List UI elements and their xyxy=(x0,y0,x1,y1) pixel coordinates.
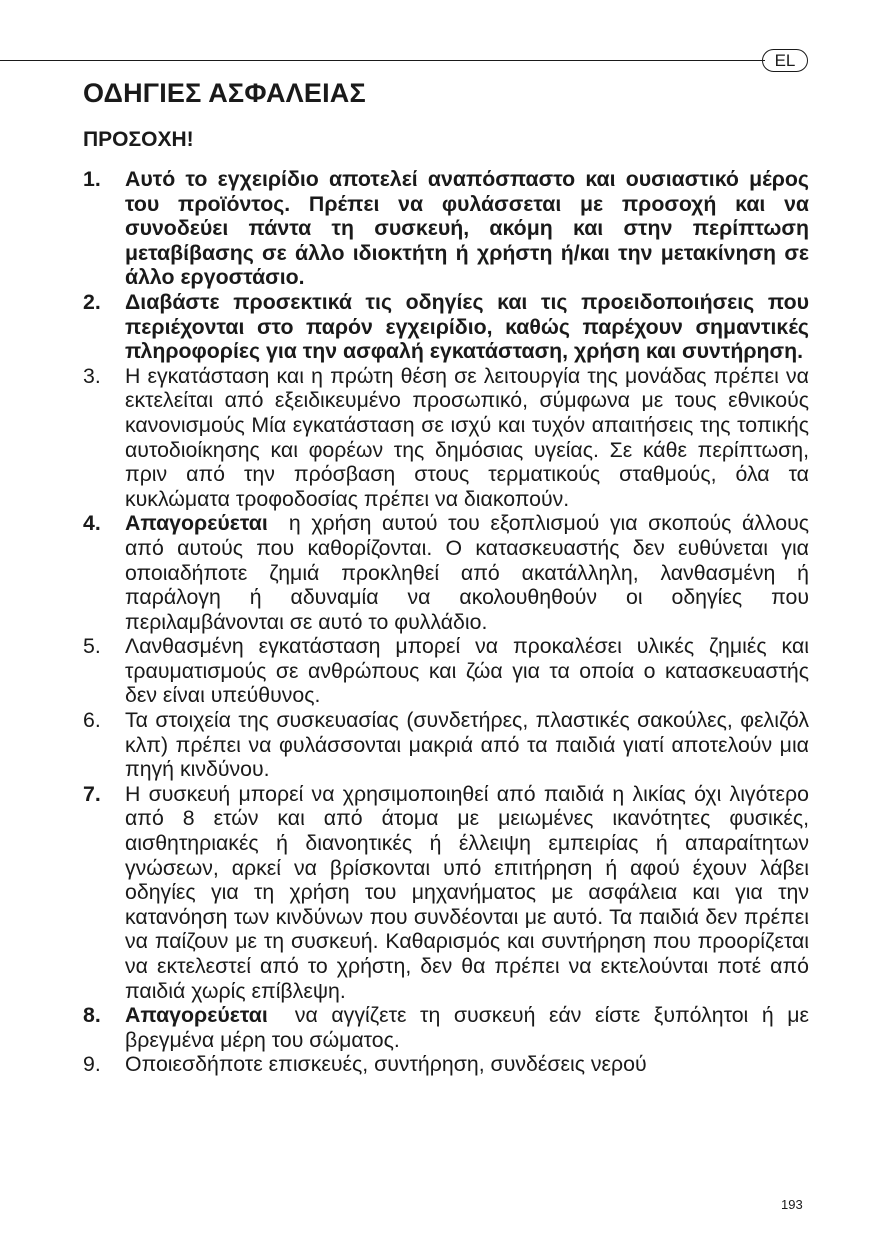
item-text: Η συσκευή μπορεί να χρησιμοποιηθεί από παιδιά η λικίας όχι λιγότερο από 8 ετών και από άτομα με μειωμένες ικανότητες φυσικές, αισθητηριακές ή διανοητικές ή έλλειψη εμπειρίας ή απαραίτητων γνώσεων, αρκεί να βρίσκονται υπό επιτήρηση ή αφού έχουν λάβει οδηγίες για τη χρήση του μηχανήματος με ασφάλεια και για την κατανόηση των κινδύνων που συνδέονται με αυτό. Τα παιδιά δεν πρέπει να παίζουν με τη συσκευή. Καθαρισμός και συντήρηση που προορίζεται να εκτελεστεί από το χρήστη, δεν θα πρέπει να εκτελούνται ποτέ από παιδιά χωρίς επίβλεψη. xyxy=(125,781,809,1003)
item-lead: Απαγορεύεται xyxy=(125,1003,268,1028)
item-text: Λανθασμένη εγκατάσταση μπορεί να προκαλέσει υλικές ζημιές και τραυματισμούς σε ανθρώπους και ζώα για τα οποία ο κατασκευαστής δεν είναι υπεύθυνος. xyxy=(125,634,809,708)
item-number: 7. xyxy=(83,781,101,806)
item-text: Διαβάστε προσεκτικά τις οδηγίες και τις προειδοποιήσεις που περιέχονται στο παρόν εγχειρίδιο, καθώς παρέχουν σημαντικές πληροφορίες για την ασφαλή εγκατάσταση, χρήση και συντήρηση. xyxy=(125,289,809,364)
list-item xyxy=(83,290,809,364)
item-number: 9. xyxy=(83,1052,101,1077)
item-text: Τα στοιχεία της συσκευασίας (συνδετήρες, πλαστικές σακούλες, φελιζόλ κλπ) πρέπει να φυλάσσονται μακριά από τα παιδιά γιατί αποτελούν μια πηγή κινδύνου. xyxy=(125,708,809,782)
item-text: Οποιεσδήποτε επισκευές, συντήρηση, συνδέσεις νερού xyxy=(125,1052,647,1077)
language-badge: EL xyxy=(762,49,808,72)
item-number: 3. xyxy=(83,363,101,388)
list-item xyxy=(83,167,809,290)
item-text: η χρήση αυτού του εξοπλισμού για σκοπούς άλλους από αυτούς που καθορίζονται. Ο κατασκευαστής δεν ευθύνεται για οποιαδήποτε ζημιά προκληθεί από ακατάλληλη, λανθασμένη ή παράλογη ή αδυναμία να ακολουθηθούν οι οδηγίες που περιλαμβάνονται σε αυτό το φυλλάδιο. xyxy=(125,511,815,634)
header-rule xyxy=(0,60,765,61)
item-number: 1. xyxy=(83,167,101,191)
list-item xyxy=(83,708,809,782)
page-number: 193 xyxy=(781,1197,803,1212)
list-item xyxy=(83,782,809,1003)
list-item xyxy=(83,1052,809,1077)
safety-instructions-list xyxy=(83,167,815,1077)
list-item xyxy=(83,511,815,634)
item-number: 4. xyxy=(83,511,101,536)
list-item xyxy=(83,1003,815,1052)
item-number: 2. xyxy=(83,289,101,314)
item-text: Η εγκατάσταση και η πρώτη θέση σε λειτουργία της μονάδας πρέπει να εκτελείται από εξειδικευμένο προσωπικό, σύμφωνα με τους εθνικούς κανονισμούς Μία εγκατάσταση σε ισχύ και τυχόν απαιτήσεις της τοπικής αυτοδιοίκησης και φορέων της δημόσιας υγείας. Σε κάθε περίπτωση, πριν από την πρόσβαση στους τερματικούς σταθμούς, όλα τα κυκλώματα τροφοδοσίας πρέπει να διακοπούν. xyxy=(125,363,809,511)
item-lead: Απαγορεύεται xyxy=(125,511,268,536)
item-number: 8. xyxy=(83,1003,101,1028)
item-text: να αγγίζετε τη συσκευή εάν είστε ξυπόλητοι ή με βρεγμένα μέρη του σώματος. xyxy=(125,1003,815,1052)
list-item xyxy=(83,364,809,512)
item-text: Αυτό το εγχειρίδιο αποτελεί αναπόσπαστο και ουσιαστικό μέρος του προϊόντος. Πρέπει να φυλάσσεται με προσοχή και να συνοδεύει πάντα τη συσκευή, ακόμη και στην περίπτωση μεταβίβασης σε άλλο ιδιοκτήτη ή χρήστη ή/και την μετακίνηση σε άλλο εργοστάσιο. xyxy=(125,167,809,290)
section-heading: ΠΡΟΣΟΧΗ! xyxy=(83,128,194,151)
list-item xyxy=(83,634,809,708)
item-number: 5. xyxy=(83,634,101,659)
item-number: 6. xyxy=(83,708,101,733)
page-title: ΟΔΗΓΙΕΣ ΑΣΦΑΛΕΙΑΣ xyxy=(83,78,366,108)
